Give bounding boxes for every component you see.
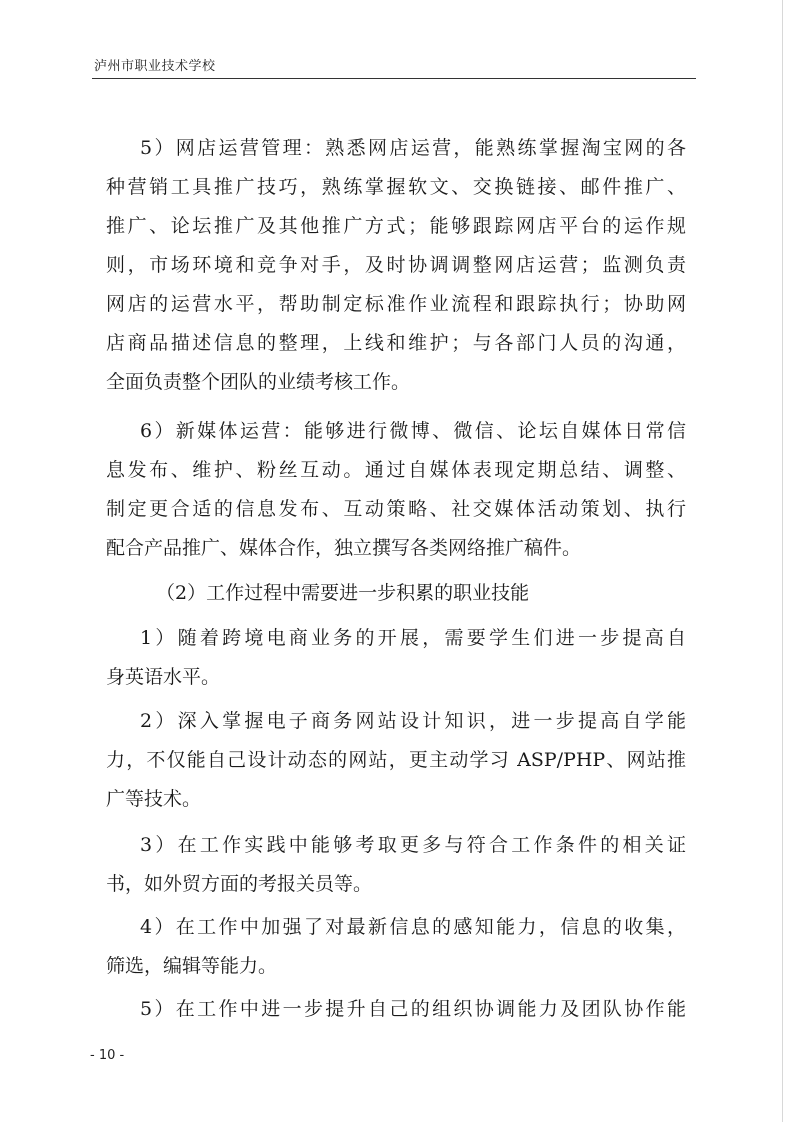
- text-line: 3）在工作实践中能够考取更多与符合工作条件的相关证: [140, 834, 686, 856]
- text-line: 全面负责整个团队的业绩考核工作。: [106, 371, 411, 393]
- text-line: 网店的运营水平，帮助制定标准作业流程和跟踪执行；协助网: [106, 293, 686, 315]
- text-line: 身英语水平。: [106, 666, 221, 688]
- text-line: 5）网店运营管理：熟悉网店运营，能熟练掌握淘宝网的各: [140, 137, 686, 159]
- text-line: 5）在工作中进一步提升自己的组织协调能力及团队协作能: [140, 998, 686, 1020]
- text-line: 配合产品推广、媒体合作，独立撰写各类网络推广稿件。: [106, 537, 582, 559]
- text-line: 6）新媒体运营：能够进行微博、微信、论坛自媒体日常信: [140, 420, 686, 442]
- header-school-name: 泸州市职业技术学校: [94, 59, 216, 74]
- page-number: - 10 -: [90, 1048, 125, 1063]
- text-line: 力，不仅能自己设计动态的网站，更主动学习 ASP/PHP、网站推: [106, 749, 686, 771]
- text-line: 推广、论坛推广及其他推广方式；能够跟踪网店平台的运作规: [106, 215, 686, 237]
- text-line: 种营销工具推广技巧，熟练掌握软文、交换链接、邮件推广、: [106, 176, 686, 198]
- text-line: 书，如外贸方面的考报关员等。: [106, 873, 373, 895]
- text-line: 店商品描述信息的整理，上线和维护；与各部门人员的沟通，: [106, 332, 686, 354]
- text-line: 广等技术。: [106, 788, 202, 810]
- text-line: 则，市场环境和竞争对手，及时协调调整网店运营；监测负责: [106, 254, 686, 276]
- section-heading: （2）工作过程中需要进一步积累的职业技能: [156, 582, 530, 604]
- text-line: 息发布、维护、粉丝互动。通过自媒体表现定期总结、调整、: [106, 459, 686, 481]
- text-line: 2）深入掌握电子商务网站设计知识，进一步提高自学能: [140, 710, 686, 732]
- text-line: 制定更合适的信息发布、互动策略、社交媒体活动策划、执行: [106, 498, 686, 520]
- text-line: 筛选，编辑等能力。: [106, 955, 278, 977]
- text-line: 4）在工作中加强了对最新信息的感知能力，信息的收集，: [140, 916, 686, 938]
- text-line: 1）随着跨境电商业务的开展，需要学生们进一步提高自: [140, 627, 686, 649]
